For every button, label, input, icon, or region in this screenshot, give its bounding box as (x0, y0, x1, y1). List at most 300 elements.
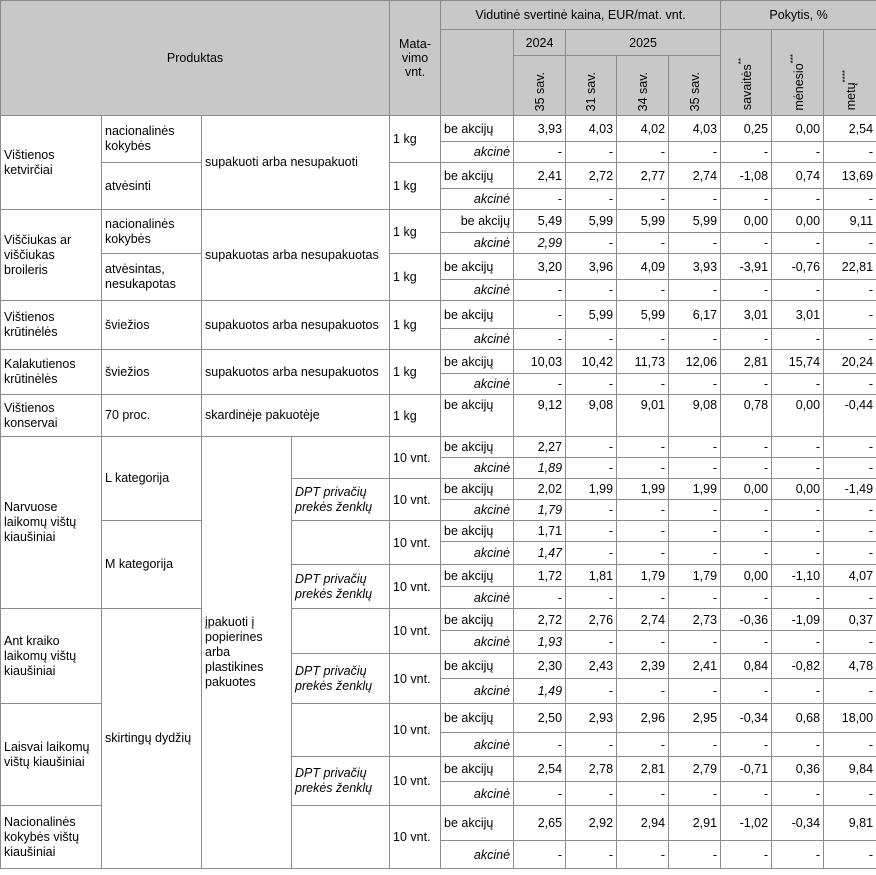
header-savaites: savaitės** (721, 30, 772, 116)
value-cell: -0,82 (772, 654, 824, 679)
value-cell: -0,36 (721, 609, 772, 631)
value-cell: 4,03 (566, 116, 617, 142)
value-cell: - (514, 329, 566, 350)
price-type: akcinė (441, 280, 514, 301)
value-cell: - (566, 329, 617, 350)
value-cell: - (617, 142, 669, 163)
value-cell: - (514, 782, 566, 806)
value-cell: 1,49 (514, 679, 566, 704)
value-cell: -0,34 (772, 806, 824, 841)
value-cell: - (772, 374, 824, 395)
value-cell: 2,50 (514, 704, 566, 733)
value-cell: 2,72 (566, 163, 617, 189)
price-type: be akcijų (441, 704, 514, 733)
value-cell: 2,95 (669, 704, 721, 733)
price-type: akcinė (441, 142, 514, 163)
header-matavimo: Mata-vimo vnt. (390, 1, 441, 116)
value-cell: - (772, 189, 824, 210)
unit: 10 vnt. (390, 654, 441, 704)
value-cell: 1,71 (514, 521, 566, 542)
value-cell: 1,99 (669, 479, 721, 500)
unit: 10 vnt. (390, 704, 441, 757)
header-produktas: Produktas (1, 1, 390, 116)
value-cell: 0,00 (772, 116, 824, 142)
value-cell: 0,00 (772, 395, 824, 437)
value-cell: 1,89 (514, 458, 566, 479)
value-cell: - (772, 733, 824, 757)
value-cell: 9,08 (669, 395, 721, 437)
value-cell: - (617, 189, 669, 210)
value-cell: - (721, 500, 772, 521)
value-cell: 5,99 (566, 210, 617, 233)
value-cell: 2,79 (669, 757, 721, 782)
egg-packaging: įpakuoti į popierines arba plastikines pakuotes (202, 437, 292, 869)
value-cell: - (772, 233, 824, 254)
value-cell: - (824, 233, 876, 254)
value-cell: 4,03 (669, 116, 721, 142)
product-variant: nacionalinės kokybės (102, 210, 202, 254)
private-label: DPT privačių prekės ženklų (292, 479, 390, 521)
value-cell: - (824, 733, 876, 757)
value-cell: - (824, 631, 876, 654)
value-cell: - (566, 374, 617, 395)
value-cell: 1,99 (566, 479, 617, 500)
value-cell: - (566, 587, 617, 609)
value-cell: - (566, 782, 617, 806)
value-cell: - (721, 782, 772, 806)
value-cell: - (514, 841, 566, 869)
product-name: Nacionalinės kokybės vištų kiaušiniai (1, 806, 102, 869)
value-cell: 18,00 (824, 704, 876, 733)
value-cell: 9,08 (566, 395, 617, 437)
value-cell: - (617, 733, 669, 757)
product-name: Laisvai laikomų vištų kiaušiniai (1, 704, 102, 806)
value-cell: 2,76 (566, 609, 617, 631)
value-cell: -1,10 (772, 565, 824, 587)
value-cell: - (824, 679, 876, 704)
value-cell: 1,99 (617, 479, 669, 500)
price-type: akcinė (441, 458, 514, 479)
value-cell: 3,20 (514, 254, 566, 280)
value-cell: - (824, 329, 876, 350)
price-type: akcinė (441, 679, 514, 704)
value-cell: - (669, 329, 721, 350)
price-type: akcinė (441, 631, 514, 654)
private-label-empty (292, 437, 390, 479)
price-type: be akcijų (441, 116, 514, 142)
value-cell: - (566, 233, 617, 254)
header-week-35: 35 sav. (669, 56, 721, 116)
packaging: supakuoti arba nesupakuoti (202, 116, 390, 210)
value-cell: 1,79 (669, 565, 721, 587)
header-week-31: 31 sav. (566, 56, 617, 116)
egg-size: skirtingų dydžių (102, 609, 202, 869)
private-label: DPT privačių prekės ženklų (292, 565, 390, 609)
value-cell: 0,84 (721, 654, 772, 679)
value-cell: 5,99 (566, 301, 617, 329)
price-type: be akcijų (441, 301, 514, 329)
value-cell: 0,78 (721, 395, 772, 437)
price-type: akcinė (441, 189, 514, 210)
value-cell: - (824, 500, 876, 521)
unit: 1 kg (390, 210, 441, 254)
value-cell: - (617, 374, 669, 395)
value-cell: - (824, 301, 876, 329)
value-cell: 13,69 (824, 163, 876, 189)
value-cell: - (824, 841, 876, 869)
value-cell: 0,00 (721, 210, 772, 233)
value-cell: 5,99 (617, 301, 669, 329)
price-type: akcinė (441, 841, 514, 869)
value-cell: -1,09 (772, 609, 824, 631)
product-name: Vištienos ketvirčiai (1, 116, 102, 210)
value-cell: 4,02 (617, 116, 669, 142)
value-cell: - (824, 587, 876, 609)
value-cell: 15,74 (772, 350, 824, 374)
egg-category: L kategorija (102, 437, 202, 521)
value-cell: 2,02 (514, 479, 566, 500)
value-cell: - (617, 500, 669, 521)
value-cell: - (566, 189, 617, 210)
value-cell: 0,00 (721, 479, 772, 500)
value-cell: 2,54 (824, 116, 876, 142)
value-cell: - (617, 587, 669, 609)
value-cell: - (617, 542, 669, 565)
value-cell: - (617, 458, 669, 479)
price-type: akcinė (441, 500, 514, 521)
value-cell: 2,81 (617, 757, 669, 782)
value-cell: 5,99 (617, 210, 669, 233)
packaging: skardinėje pakuotėje (202, 395, 390, 437)
value-cell: 0,00 (721, 565, 772, 587)
price-type: be akcijų (441, 654, 514, 679)
value-cell: 9,11 (824, 210, 876, 233)
value-cell: - (669, 437, 721, 458)
value-cell: - (617, 329, 669, 350)
value-cell: 2,43 (566, 654, 617, 679)
value-cell: - (721, 142, 772, 163)
value-cell: - (566, 521, 617, 542)
price-type: be akcijų (441, 210, 514, 233)
value-cell: -0,76 (772, 254, 824, 280)
price-type: be akcijų (441, 350, 514, 374)
value-cell: - (772, 500, 824, 521)
value-cell: - (514, 587, 566, 609)
value-cell: 1,47 (514, 542, 566, 565)
value-cell: 2,94 (617, 806, 669, 841)
value-cell: 2,91 (669, 806, 721, 841)
price-type: be akcijų (441, 479, 514, 500)
product-name: Vištienos krūtinėlės (1, 301, 102, 350)
value-cell: 4,07 (824, 565, 876, 587)
unit: 10 vnt. (390, 757, 441, 806)
value-cell: 0,36 (772, 757, 824, 782)
private-label-empty (292, 704, 390, 757)
value-cell: - (617, 631, 669, 654)
unit: 1 kg (390, 163, 441, 210)
private-label-empty (292, 521, 390, 565)
value-cell: - (824, 542, 876, 565)
price-type: be akcijų (441, 565, 514, 587)
value-cell: - (566, 631, 617, 654)
value-cell: - (514, 189, 566, 210)
value-cell: 0,37 (824, 609, 876, 631)
value-cell: - (669, 374, 721, 395)
value-cell: - (617, 841, 669, 869)
price-type: akcinė (441, 374, 514, 395)
unit: 1 kg (390, 301, 441, 350)
value-cell: 2,74 (617, 609, 669, 631)
value-cell: - (772, 631, 824, 654)
value-cell: - (669, 458, 721, 479)
value-cell: - (721, 521, 772, 542)
value-cell: 2,92 (566, 806, 617, 841)
value-cell: - (772, 841, 824, 869)
value-cell: 0,68 (772, 704, 824, 733)
value-cell: 2,65 (514, 806, 566, 841)
value-cell: 2,73 (669, 609, 721, 631)
value-cell: 2,81 (721, 350, 772, 374)
value-cell: - (566, 500, 617, 521)
value-cell: 4,78 (824, 654, 876, 679)
price-type: be akcijų (441, 395, 514, 437)
value-cell: - (617, 679, 669, 704)
product-name: Vištienos konservai (1, 395, 102, 437)
price-type: be akcijų (441, 437, 514, 458)
value-cell: 1,81 (566, 565, 617, 587)
value-cell: - (772, 280, 824, 301)
value-cell: 2,30 (514, 654, 566, 679)
product-variant: šviežios (102, 301, 202, 350)
price-type: be akcijų (441, 609, 514, 631)
value-cell: - (772, 437, 824, 458)
product-variant: atvėsintas, nesukapotas (102, 254, 202, 301)
value-cell: - (824, 458, 876, 479)
header-vidutine-kaina: Vidutinė svertinė kaina, EUR/mat. vnt. (441, 1, 721, 30)
value-cell: - (566, 542, 617, 565)
value-cell: - (566, 841, 617, 869)
value-cell: 3,93 (514, 116, 566, 142)
value-cell: -0,71 (721, 757, 772, 782)
value-cell: 0,00 (772, 210, 824, 233)
header-year-2025: 2025 (566, 30, 721, 56)
unit: 1 kg (390, 350, 441, 395)
unit: 10 vnt. (390, 437, 441, 479)
value-cell: - (772, 782, 824, 806)
value-cell: - (772, 679, 824, 704)
value-cell: - (772, 521, 824, 542)
value-cell: - (721, 280, 772, 301)
value-cell: 12,06 (669, 350, 721, 374)
value-cell: 11,73 (617, 350, 669, 374)
value-cell: - (721, 542, 772, 565)
value-cell: 6,17 (669, 301, 721, 329)
value-cell: - (514, 733, 566, 757)
price-type: be akcijų (441, 806, 514, 841)
value-cell: 2,99 (514, 233, 566, 254)
value-cell: - (514, 301, 566, 329)
packaging: supakuotos arba nesupakuotos (202, 350, 390, 395)
value-cell: - (669, 542, 721, 565)
value-cell: - (772, 587, 824, 609)
egg-category: M kategorija (102, 521, 202, 609)
value-cell: - (824, 521, 876, 542)
value-cell: - (824, 374, 876, 395)
value-cell: - (669, 521, 721, 542)
value-cell: 10,03 (514, 350, 566, 374)
value-cell: - (617, 782, 669, 806)
value-cell: -1,02 (721, 806, 772, 841)
value-cell: - (566, 142, 617, 163)
value-cell: - (772, 458, 824, 479)
value-cell: - (772, 542, 824, 565)
value-cell: 2,41 (669, 654, 721, 679)
value-cell: 22,81 (824, 254, 876, 280)
value-cell: 3,01 (721, 301, 772, 329)
value-cell: - (617, 280, 669, 301)
unit: 1 kg (390, 395, 441, 437)
value-cell: - (566, 280, 617, 301)
value-cell: 2,54 (514, 757, 566, 782)
header-pokytis: Pokytis, % (721, 1, 876, 30)
value-cell: 1,72 (514, 565, 566, 587)
value-cell: - (824, 142, 876, 163)
unit: 1 kg (390, 116, 441, 163)
product-name: Kalakutienos krūtinėlės (1, 350, 102, 395)
value-cell: 0,74 (772, 163, 824, 189)
value-cell: - (514, 280, 566, 301)
value-cell: 9,84 (824, 757, 876, 782)
value-cell: 2,39 (617, 654, 669, 679)
value-cell: 1,79 (514, 500, 566, 521)
value-cell: - (772, 142, 824, 163)
value-cell: - (721, 374, 772, 395)
value-cell: 2,78 (566, 757, 617, 782)
value-cell: - (669, 233, 721, 254)
value-cell: - (669, 733, 721, 757)
value-cell: - (617, 233, 669, 254)
value-cell: - (721, 189, 772, 210)
price-type: akcinė (441, 733, 514, 757)
value-cell: - (824, 782, 876, 806)
value-cell: 0,00 (772, 479, 824, 500)
value-cell: - (721, 329, 772, 350)
value-cell: 2,96 (617, 704, 669, 733)
packaging: supakuotos arba nesupakuotos (202, 301, 390, 350)
value-cell: 2,74 (669, 163, 721, 189)
product-variant: 70 proc. (102, 395, 202, 437)
price-type: akcinė (441, 329, 514, 350)
value-cell: - (721, 631, 772, 654)
price-type: akcinė (441, 233, 514, 254)
product-variant: atvėsinti (102, 163, 202, 210)
value-cell: - (772, 329, 824, 350)
product-variant: nacionalinės kokybės (102, 116, 202, 163)
value-cell: 3,96 (566, 254, 617, 280)
header-week-2024-35: 35 sav. (514, 56, 566, 116)
packaging: supakuotas arba nesupakuotas (202, 210, 390, 301)
value-cell: -1,08 (721, 163, 772, 189)
value-cell: - (669, 280, 721, 301)
value-cell: 10,42 (566, 350, 617, 374)
value-cell: - (824, 437, 876, 458)
unit: 1 kg (390, 254, 441, 301)
value-cell: 3,93 (669, 254, 721, 280)
value-cell: 20,24 (824, 350, 876, 374)
product-variant: šviežios (102, 350, 202, 395)
value-cell: - (721, 679, 772, 704)
price-type: be akcijų (441, 757, 514, 782)
value-cell: -3,91 (721, 254, 772, 280)
value-cell: - (669, 841, 721, 869)
header-blank (441, 30, 514, 116)
value-cell: 1,79 (617, 565, 669, 587)
value-cell: -0,34 (721, 704, 772, 733)
product-name: Viščiukas ar viščiukas broileris (1, 210, 102, 301)
value-cell: - (669, 679, 721, 704)
value-cell: 5,49 (514, 210, 566, 233)
value-cell: 2,72 (514, 609, 566, 631)
value-cell: - (669, 189, 721, 210)
price-type: be akcijų (441, 254, 514, 280)
value-cell: - (721, 233, 772, 254)
value-cell: - (721, 733, 772, 757)
value-cell: - (721, 841, 772, 869)
product-name: Ant kraiko laikomų vištų kiaušiniai (1, 609, 102, 704)
unit: 10 vnt. (390, 806, 441, 869)
value-cell: - (669, 631, 721, 654)
unit: 10 vnt. (390, 479, 441, 521)
price-type: akcinė (441, 542, 514, 565)
value-cell: 2,27 (514, 437, 566, 458)
value-cell: - (669, 142, 721, 163)
value-cell: 9,81 (824, 806, 876, 841)
header-year-2024: 2024 (514, 30, 566, 56)
value-cell: - (721, 587, 772, 609)
value-cell: - (566, 733, 617, 757)
header-metu: metų**** (824, 30, 876, 116)
value-cell: - (721, 437, 772, 458)
product-name: Narvuose laikomų vištų kiaušiniai (1, 437, 102, 609)
value-cell: -1,49 (824, 479, 876, 500)
unit: 10 vnt. (390, 521, 441, 565)
price-type: akcinė (441, 782, 514, 806)
header-menesio: mėnesio*** (772, 30, 824, 116)
value-cell: - (824, 280, 876, 301)
value-cell: - (617, 437, 669, 458)
value-cell: 9,12 (514, 395, 566, 437)
value-cell: - (721, 458, 772, 479)
price-type: akcinė (441, 587, 514, 609)
private-label: DPT privačių prekės ženklų (292, 654, 390, 704)
value-cell: -0,44 (824, 395, 876, 437)
price-type: be akcijų (441, 163, 514, 189)
value-cell: 2,93 (566, 704, 617, 733)
value-cell: 3,01 (772, 301, 824, 329)
value-cell: - (514, 374, 566, 395)
header-week-34: 34 sav. (617, 56, 669, 116)
unit: 10 vnt. (390, 565, 441, 609)
value-cell: - (566, 679, 617, 704)
value-cell: 9,01 (617, 395, 669, 437)
value-cell: 1,93 (514, 631, 566, 654)
value-cell: 2,41 (514, 163, 566, 189)
price-type: be akcijų (441, 521, 514, 542)
value-cell: - (669, 500, 721, 521)
value-cell: - (566, 458, 617, 479)
value-cell: - (514, 142, 566, 163)
unit: 10 vnt. (390, 609, 441, 654)
